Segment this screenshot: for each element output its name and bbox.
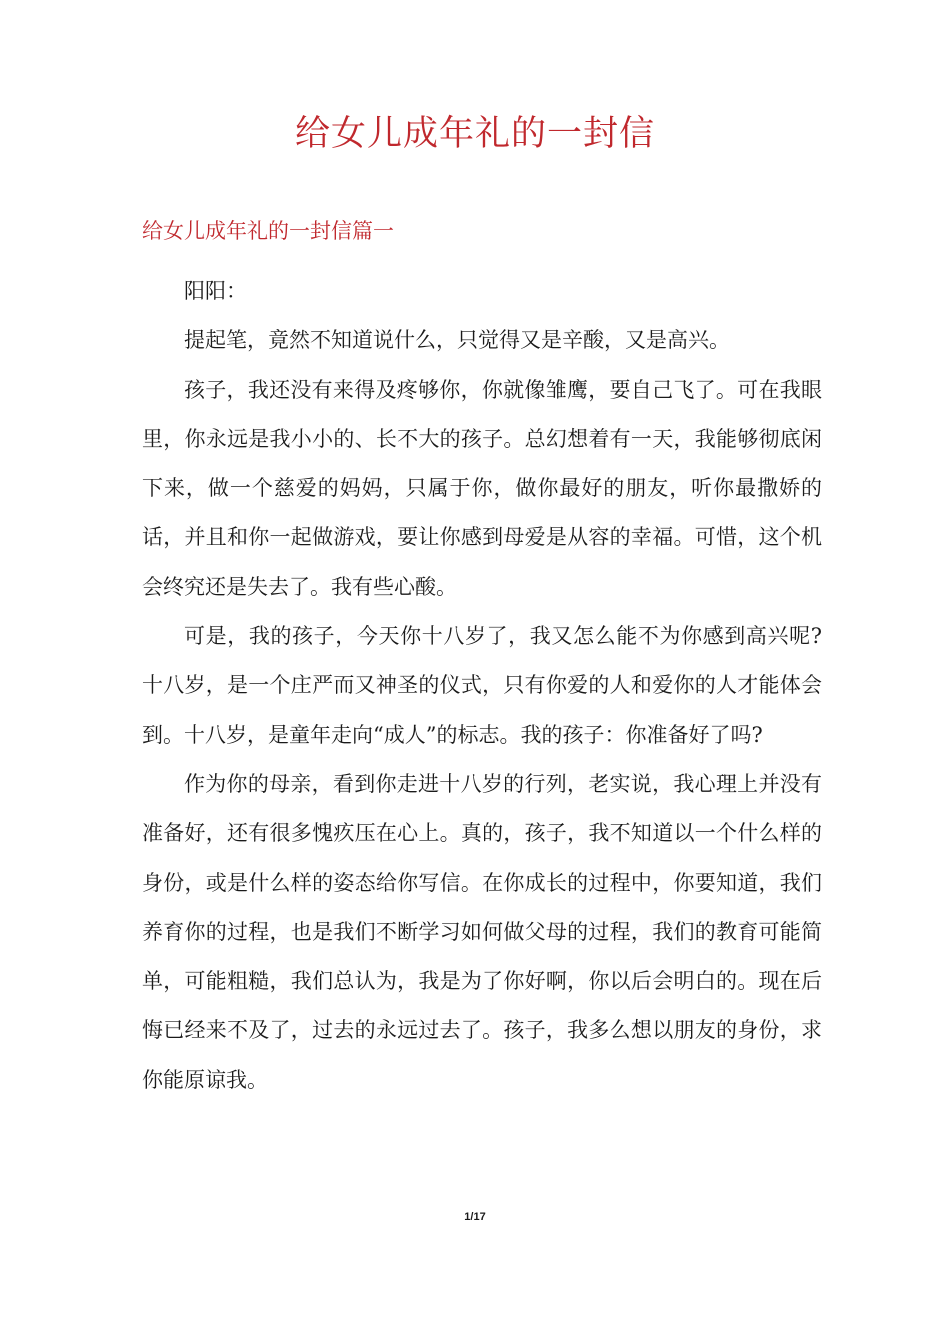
body-paragraph: 孩子，我还没有来得及疼够你，你就像雏鹰，要自己飞了。可在我眼里，你永远是我小小的、长不大的孩子。总幻想着有一天，我能够彻底闲下来，做一个慈爱的妈妈，只属于你，做你最好的朋友，听你最撒娇的话，并且和你一起做游戏，要让你感到母爱是从容的幸福。可惜，这个机会终究还是失去了。我有些心酸。	[142, 377, 822, 599]
section-heading: 给女儿成年礼的一封信篇一	[142, 219, 394, 243]
letter-body	[142, 267, 822, 1105]
body-paragraph: 作为你的母亲，看到你走进十八岁的行列，老实说，我心理上并没有准备好，还有很多愧疚压在心上。真的，孩子，我不知道以一个什么样的身份，或是什么样的姿态给你写信。在你成长的过程中，你要知道，我们养育你的过程，也是我们不断学习如何做父母的过程，我们的教育可能简单，可能粗糙，我们总认为，我是为了你好啊，你以后会明白的。现在后悔已经来不及了，过去的永远过去了。孩子，我多么想以朋友的身份，求你能原谅我。	[142, 771, 822, 1092]
body-paragraph: 可是，我的孩子，今天你十八岁了，我又怎么能不为你感到高兴呢?十八岁，是一个庄严而又神圣的仪式，只有你爱的人和爱你的人才能体会到。十八岁，是童年走向“成人”的标志。我的孩子：你准备好了吗?	[142, 624, 822, 747]
document-title: 给女儿成年礼的一封信	[294, 114, 655, 154]
body-paragraph: 提起笔，竟然不知道说什么，只觉得又是辛酸，又是高兴。	[184, 328, 730, 353]
page-number: 1/17	[464, 1211, 486, 1223]
salutation: 阳阳：	[184, 279, 247, 303]
